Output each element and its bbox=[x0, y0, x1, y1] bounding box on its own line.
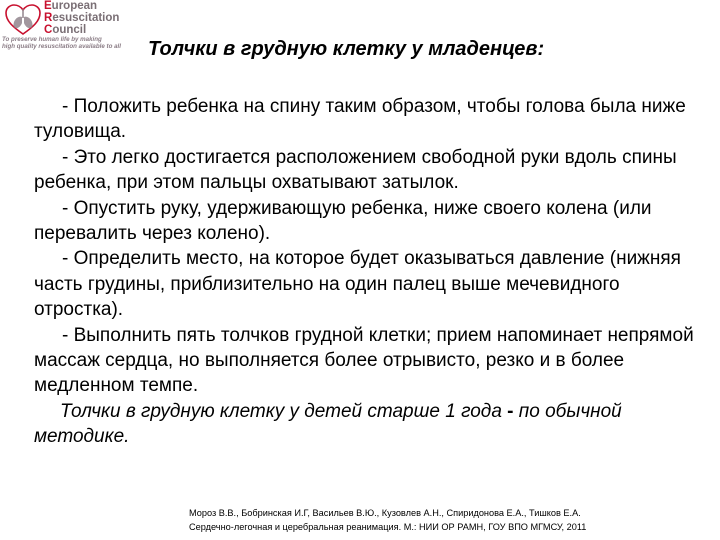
page-title: Толчки в грудную клетку у младенцев: bbox=[148, 38, 545, 60]
erc-logo bbox=[0, 0, 123, 52]
instruction-step: - Положить ребенка на спину таким образом, чтобы голова была ниже туловища. bbox=[34, 96, 686, 143]
instruction-step: - Это легко достигается расположением свободной руки вдоль спины ребенка, при этом пальцы охватывают затылок. bbox=[34, 146, 677, 194]
logo-line-resuscitation: Resuscitation bbox=[44, 12, 120, 24]
instruction-body bbox=[34, 94, 694, 450]
closing-note bbox=[34, 399, 694, 450]
citation-authors: Мороз В.В., Бобринская И.Г, Васильев В.Ю., Кузовлев А.Н., Спиридонова Е.А., Тишков Е.А. bbox=[189, 508, 581, 518]
logo-wordmark bbox=[44, 0, 122, 36]
logo-tagline bbox=[2, 36, 124, 50]
source-citation bbox=[189, 506, 709, 534]
heart-lungs-icon bbox=[3, 3, 43, 37]
logo-tagline-line-2: high quality resuscitation available to all bbox=[2, 43, 121, 50]
logo-tagline-line-1: To preserve human life by making bbox=[2, 36, 102, 43]
closing-note-text: Толчки в грудную клетку у детей старше 1 года - по обычной методике. bbox=[34, 400, 622, 448]
instruction-step: - Выполнить пять толчков грудной клетки; прием напоминает непрямой массаж сердца, но выполняется более отрывисто, резко и в более медленном темпе. bbox=[34, 324, 694, 397]
instruction-step: - Опустить руку, удерживающую ребенка, ниже своего колена (или перевалить через колено). bbox=[34, 197, 652, 245]
citation-title: Сердечно-легочная и церебральная реанимация. М.: НИИ ОР РАМН, ГОУ ВПО МГМСУ, 2011 bbox=[189, 522, 587, 532]
logo-line-council: Council bbox=[44, 24, 87, 36]
instruction-step: - Определить место, на которое будет оказываться давление (нижняя часть грудины, приблизительно на один палец выше мечевидного отростка). bbox=[34, 248, 681, 321]
logo-line-european: European bbox=[44, 0, 98, 12]
